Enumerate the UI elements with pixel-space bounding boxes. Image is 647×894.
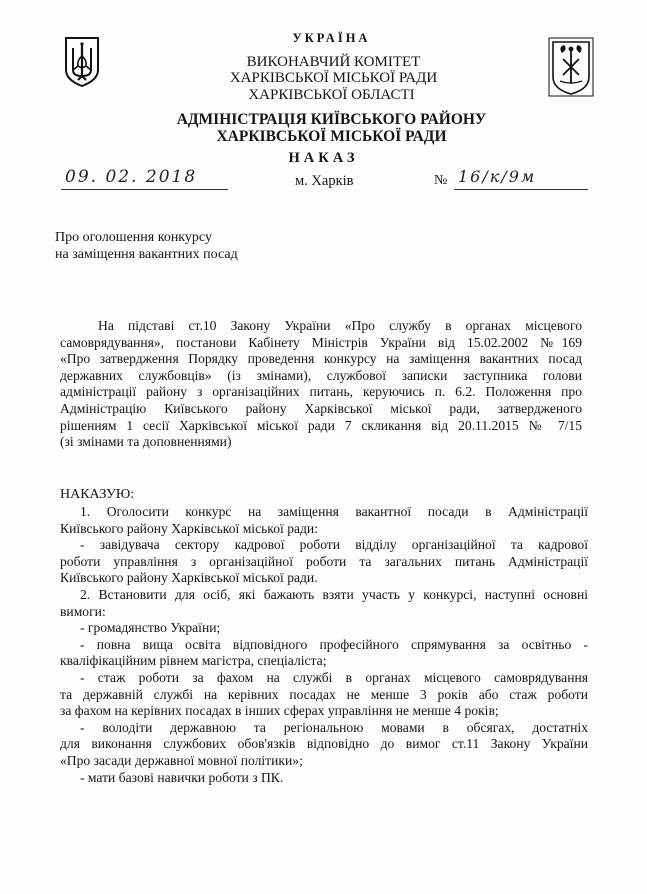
country-heading: УКРАЇНА	[292, 31, 371, 45]
body-line: - володіти державною та регіональною мовами в обсягах, достатніх	[80, 719, 588, 735]
document-type-heading: НАКАЗ	[288, 150, 359, 166]
handwritten-order-number: 16/к/9м	[454, 167, 588, 190]
number-sign: №	[434, 173, 448, 188]
body-line: «Про засади державної мовної політики»;	[60, 752, 303, 768]
body-line: роботи управління з організаційної роботи та загальних питань Адміністрації	[60, 553, 588, 569]
preamble-paragraph	[60, 318, 582, 451]
handwritten-date: 09. 02. 2018	[61, 167, 228, 190]
preamble-line: державних службовців» (із змінами), службової записки заступника голови	[60, 367, 582, 383]
committee-heading-line2: ХАРКІВСЬКОЇ МІСЬКОЇ РАДИ	[229, 70, 438, 86]
body-line: - завідувача сектору кадрової роботи відділу організаційної та кадрової	[80, 537, 588, 553]
body-line: 2. Встановити для осіб, які бажають взяти участь у конкурсі, наступні основні	[80, 586, 588, 602]
preamble-line: самоврядування», постанови Кабінету Міністрів України від 15.02.2002 №169	[60, 334, 582, 350]
order-directive-word: НАКАЗУЮ:	[60, 487, 135, 502]
body-line: - громадянство України;	[80, 620, 221, 636]
body-line: - мати базові навички роботи з ПК.	[80, 769, 284, 785]
preamble-line: «Про затвердження Порядку проведення конкурсу на заміщення вакантних посад	[60, 351, 582, 367]
subject-line: Про оголошення конкурсу	[55, 230, 212, 245]
body-line: 1. Оголосити конкурс на заміщення вакантної посади в Адміністрації	[80, 504, 588, 519]
administration-heading-line1: АДМІНІСТРАЦІЯ КИЇВСЬКОГО РАЙОНУ	[176, 111, 487, 128]
order-body	[60, 504, 588, 786]
body-line: Київського району Харківської міської ради.	[60, 570, 318, 586]
body-line: для виконання службових обов'язків відповідно до вимог ст.11 Закону України	[60, 736, 588, 752]
preamble-line: адміністрації району з організаційних питань, керуючись п. 6.2. Положення про	[60, 384, 582, 400]
city-label: м. Харків	[295, 173, 354, 189]
committee-heading-line3: ХАРКІВСЬКОЇ ОБЛАСТІ	[248, 87, 415, 103]
body-line: вимоги:	[60, 603, 106, 619]
body-line: - повна вища освіта відповідного професійного спрямування за освітньо -	[80, 636, 588, 652]
committee-heading-line1: ВИКОНАВЧИЙ КОМІТЕТ	[246, 54, 421, 70]
preamble-line: (зі змінами та доповненнями)	[60, 434, 232, 450]
subject-line: на заміщення вакантних посад	[55, 247, 238, 262]
body-line: та державній службі на керівних посадах не менше 3 років або стаж роботи	[60, 686, 588, 702]
body-line: - стаж роботи за фахом на службі в органах місцевого самоврядування	[80, 669, 588, 685]
body-line: кваліфікаційним рівнем магістра, спеціаліста;	[60, 653, 327, 669]
preamble-line: рішенням 1 сесії Харківської міської ради 7 скликання від 20.11.2015 № 7/15	[60, 417, 582, 433]
preamble-line: На підставі ст.10 Закону України «Про службу в органах місцевого	[98, 318, 582, 333]
body-line: за фахом на керівних посадах в інших сферах управління не менше 4 років;	[60, 703, 499, 719]
preamble-line: Адміністрацію Київського району Харківської міської ради, затвердженого	[60, 400, 582, 416]
body-line: Київського району Харківської міської ради:	[60, 520, 318, 536]
order-subject	[55, 229, 238, 263]
administration-heading-line2: ХАРКІВСЬКОЇ МІСЬКОЇ РАДИ	[216, 128, 447, 145]
